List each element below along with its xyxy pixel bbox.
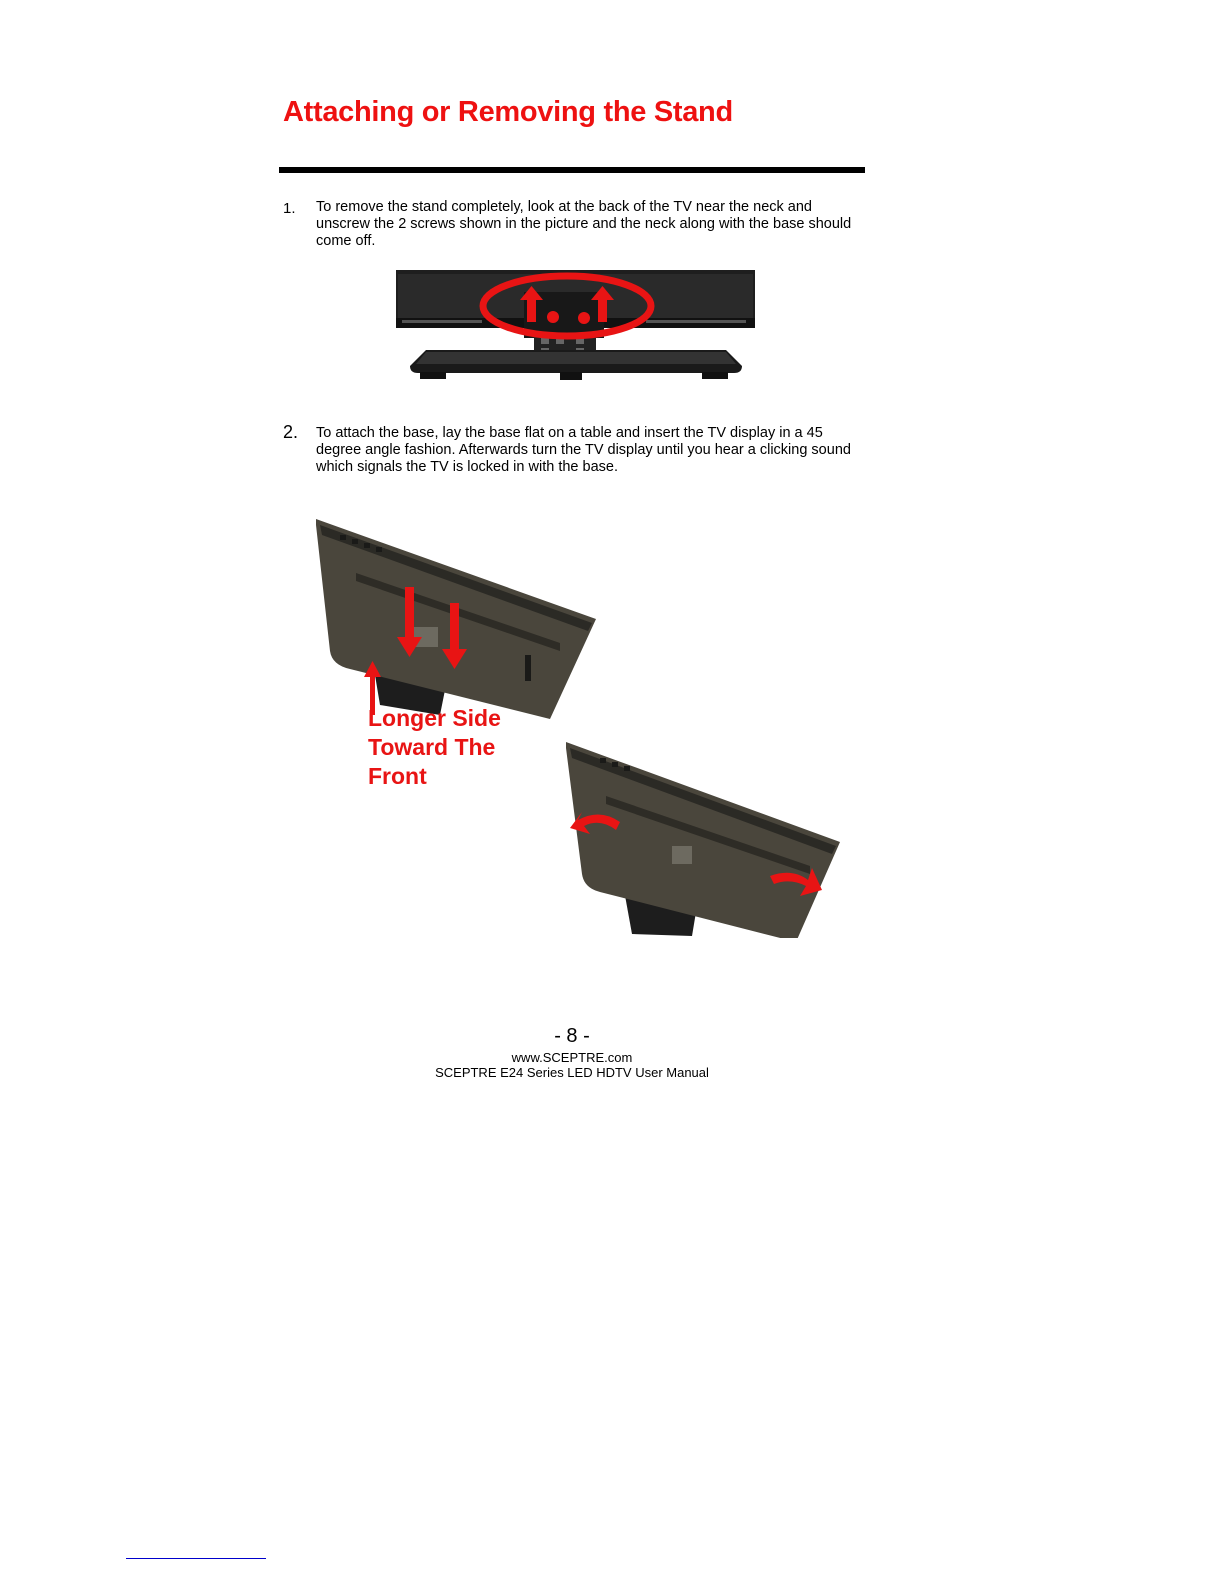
callout-line-2: Toward The: [368, 734, 496, 760]
step-1-number: 1.: [283, 200, 296, 217]
callout-line-1: Longer Side: [368, 705, 501, 731]
title-divider: [279, 167, 865, 173]
stand-screws-photo: [396, 270, 756, 382]
footer-manual-title: SCEPTRE E24 Series LED HDTV User Manual: [435, 1065, 709, 1080]
step-2-text: To attach the base, lay the base flat on a table and insert the TV display in a 45 degree angle fashion. Afterwards turn the TV display until you hear a clicking sound which signals the TV is locked in with the base.: [316, 425, 851, 475]
insert-tv-photo: [310, 515, 610, 725]
page-number: - 8 -: [554, 1025, 590, 1047]
page-title: Attaching or Removing the Stand: [283, 96, 733, 128]
rotate-lock-photo: [560, 738, 845, 938]
footnote-separator: [126, 1558, 266, 1559]
step-1-text: To remove the stand completely, look at the back of the TV near the neck and unscrew the 2 screws shown in the picture and the neck along with the base should come off.: [316, 199, 852, 249]
callout-line-3: Front: [368, 763, 427, 789]
step-2-number: 2.: [283, 422, 299, 442]
orientation-callout: [368, 704, 501, 791]
footer-website: www.SCEPTRE.com: [511, 1050, 633, 1065]
